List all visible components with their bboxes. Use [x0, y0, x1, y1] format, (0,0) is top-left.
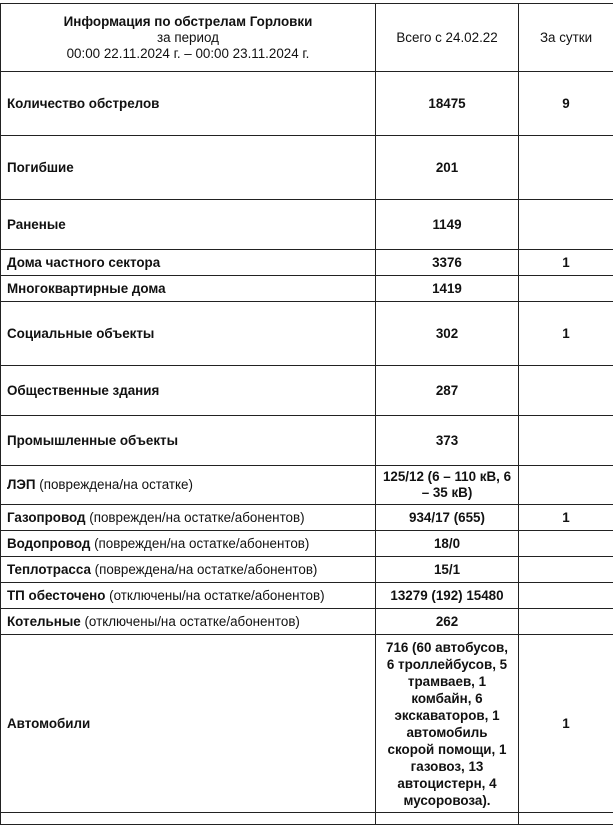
row-total: 125/12 (6 – 110 кВ, 6 – 35 кВ): [376, 466, 519, 505]
table-row: [1, 200, 613, 250]
row-total: 1149: [376, 200, 519, 250]
row-total: 201: [376, 136, 519, 200]
row-daily: [519, 276, 613, 302]
table-row: [1, 609, 613, 635]
table-row: [1, 557, 613, 583]
row-label: Дома частного сектора: [1, 250, 376, 276]
table-title: [1, 4, 376, 72]
row-total: 373: [376, 416, 519, 466]
table-row: [1, 416, 613, 466]
row-label: ЛЭП (повреждена/на остатке): [1, 466, 376, 505]
row-total: 262: [376, 609, 519, 635]
row-label: ТП обесточено (отключены/на остатке/абонентов): [1, 583, 376, 609]
table-row: [1, 635, 613, 813]
table-row: [1, 72, 613, 136]
row-daily: [519, 609, 613, 635]
row-total: 934/17 (655): [376, 505, 519, 531]
empty-cell: [376, 813, 519, 825]
table-title-line: 00:00 22.11.2024 г. – 00:00 23.11.2024 г.: [5, 46, 371, 62]
column-header-daily: За сутки: [519, 4, 613, 72]
table-row: [1, 302, 613, 366]
row-label: Промышленные объекты: [1, 416, 376, 466]
table-header-row: [1, 4, 613, 72]
row-total: 287: [376, 366, 519, 416]
row-label: Многоквартирные дома: [1, 276, 376, 302]
row-total: 18475: [376, 72, 519, 136]
row-daily: 1: [519, 635, 613, 813]
row-daily: 1: [519, 250, 613, 276]
row-label: Автомобили: [1, 635, 376, 813]
table-row: [1, 136, 613, 200]
table-row: [1, 366, 613, 416]
table-row: [1, 583, 613, 609]
row-label: Социальные объекты: [1, 302, 376, 366]
row-total: 15/1: [376, 557, 519, 583]
table-row: [1, 505, 613, 531]
table-row: [1, 250, 613, 276]
row-daily: [519, 136, 613, 200]
row-daily: [519, 531, 613, 557]
row-total: 3376: [376, 250, 519, 276]
table-row: [1, 531, 613, 557]
column-header-total: Всего с 24.02.22: [376, 4, 519, 72]
row-total: 302: [376, 302, 519, 366]
table-row-empty: [1, 813, 613, 825]
empty-cell: [1, 813, 376, 825]
table-title-line: за период: [5, 30, 371, 46]
row-label: Погибшие: [1, 136, 376, 200]
row-label: Общественные здания: [1, 366, 376, 416]
row-total: 18/0: [376, 531, 519, 557]
row-daily: [519, 200, 613, 250]
shelling-info-table: [0, 3, 613, 825]
row-daily: [519, 416, 613, 466]
row-daily: 1: [519, 505, 613, 531]
table-row: [1, 276, 613, 302]
row-label: Количество обстрелов: [1, 72, 376, 136]
row-label: Котельные (отключены/на остатке/абонентов): [1, 609, 376, 635]
row-daily: [519, 466, 613, 505]
row-daily: 1: [519, 302, 613, 366]
row-label: Теплотрасса (повреждена/на остатке/абонентов): [1, 557, 376, 583]
row-label: Газопровод (поврежден/на остатке/абонентов): [1, 505, 376, 531]
row-daily: [519, 557, 613, 583]
row-total: 1419: [376, 276, 519, 302]
row-daily: [519, 366, 613, 416]
empty-cell: [519, 813, 613, 825]
table-row: [1, 466, 613, 505]
row-label: Водопровод (поврежден/на остатке/абонентов): [1, 531, 376, 557]
row-total: 716 (60 автобусов, 6 троллейбусов, 5 трамваев, 1 комбайн, 6 экскаваторов, 1 автомобиль скорой помощи, 1 газовоз, 13 автоцистерн, 4 мусоровоза).: [376, 635, 519, 813]
row-daily: 9: [519, 72, 613, 136]
row-label: Раненые: [1, 200, 376, 250]
table-title-line: Информация по обстрелам Горловки: [5, 14, 371, 30]
row-daily: [519, 583, 613, 609]
row-total: 13279 (192) 15480: [376, 583, 519, 609]
